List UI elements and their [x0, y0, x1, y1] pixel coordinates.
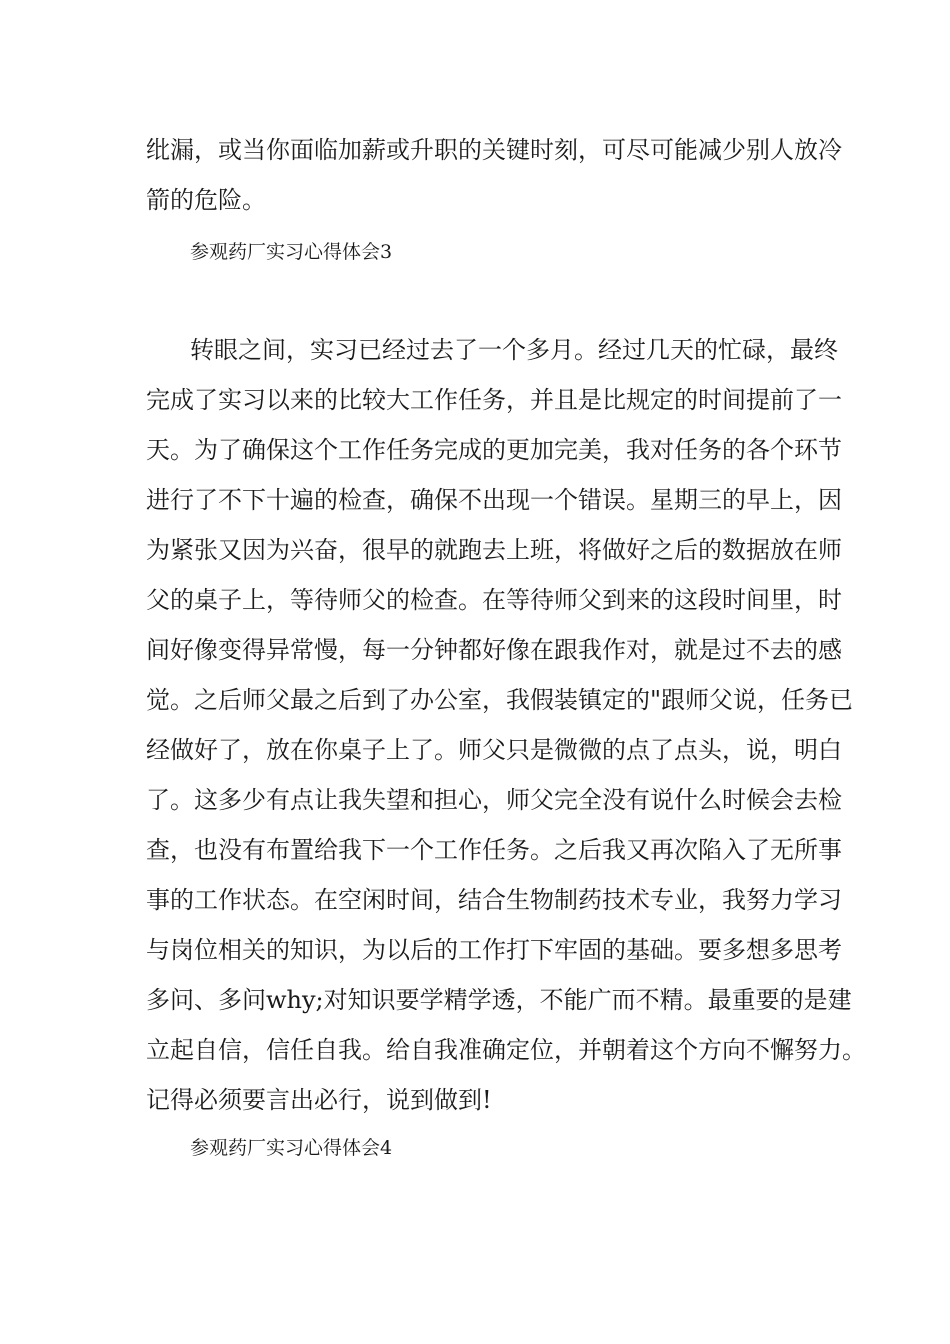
- paragraph-line: 转眼之间，实习已经过去了一个多月。经过几天的忙碌，最终: [190, 336, 838, 364]
- paragraph-line: 为紧张又因为兴奋，很早的就跑去上班，将做好之后的数据放在师: [146, 536, 842, 564]
- paragraph-line: 查，也没有布置给我下一个工作任务。之后我又再次陷入了无所事: [146, 836, 842, 864]
- paragraph-line: 天。为了确保这个工作任务完成的更加完美，我对任务的各个环节: [146, 436, 842, 464]
- paragraph-line: 立起自信，信任自我。给自我准确定位，并朝着这个方向不懈努力。: [146, 1036, 866, 1064]
- paragraph-line: 进行了不下十遍的检查，确保不出现一个错误。星期三的早上，因: [146, 486, 842, 514]
- paragraph-line: 了。这多少有点让我失望和担心，师父完全没有说什么时候会去检: [146, 786, 842, 814]
- section-heading: 参观药厂实习心得体会4: [190, 1137, 393, 1159]
- paragraph-line: 多问、多问why;对知识要学精学透，不能广而不精。最重要的是建: [146, 986, 852, 1014]
- paragraph-line: 间好像变得异常慢，每一分钟都好像在跟我作对，就是过不去的感: [146, 636, 842, 664]
- paragraph-line: 纰漏，或当你面临加薪或升职的关键时刻，可尽可能减少别人放冷: [146, 136, 842, 164]
- paragraph-line: 与岗位相关的知识，为以后的工作打下牢固的基础。要多想多思考: [146, 936, 842, 964]
- section-heading: 参观药厂实习心得体会3: [190, 241, 393, 263]
- paragraph-line: 箭的危险。: [146, 186, 266, 214]
- paragraph-line: 父的桌子上，等待师父的检查。在等待师父到来的这段时间里，时: [146, 586, 842, 614]
- paragraph-line: 记得必须要言出必行，说到做到!: [146, 1086, 492, 1114]
- paragraph-line: 觉。之后师父最之后到了办公室，我假装镇定的"跟师父说，任务已: [146, 686, 854, 714]
- paragraph-line: 完成了实习以来的比较大工作任务，并且是比规定的时间提前了一: [146, 386, 842, 414]
- paragraph-line: 事的工作状态。在空闲时间，结合生物制药技术专业，我努力学习: [146, 886, 842, 914]
- paragraph-line: 经做好了，放在你桌子上了。师父只是微微的点了点头，说，明白: [146, 736, 842, 764]
